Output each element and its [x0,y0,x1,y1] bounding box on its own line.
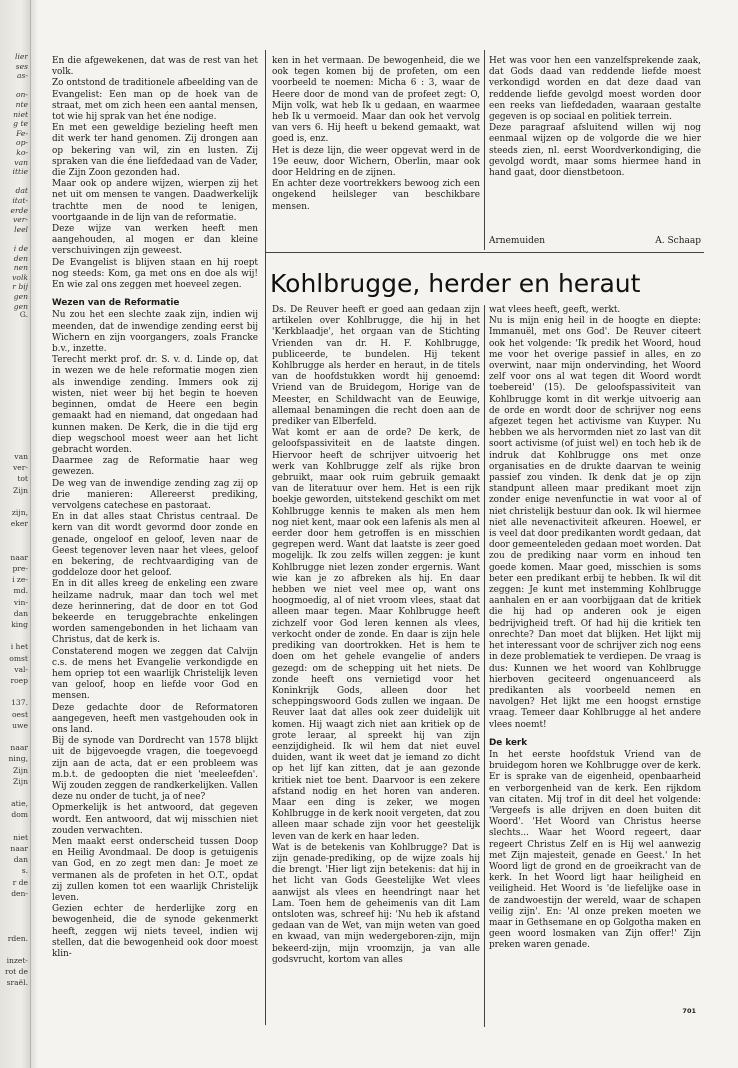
paragraph: En met een geweldige bezieling heeft men dit werk ter hand genomen. Zij drongen aan op bekering van wil, zin en lusten. Zij spraken van die éne liefdedaad van de Vader, die Zijn Zoon gezonden had. [52,123,258,179]
paragraph: En in dat alles staat Christus centraal. De kern van dit wordt gevormd door zonde en genade, ongeloof en geloof, leven naar de Geest tegenover leven naar het vlees, geloof en bekering, de rechtvaardiging van de goddeloze door het geloof. [52,512,258,579]
article2-title: Kohlbrugge, herder en heraut [270,269,641,298]
article2-col2-body [489,305,701,731]
margin-fragment: rot de [4,967,28,977]
margin-fragment: volk [12,272,28,282]
margin-fragment: inzet- [6,956,28,965]
margin-fragment: i de [13,244,28,253]
paragraph: Ds. De Reuver heeft er goed aan gedaan zijn artikelen over Kohlbrugge, die hij in het 'Kerkblaadje', het orgaan van de Stichting Vrienden van dr. H. F. Kohlbrugge, publiceerde, te bundelen. Hij tekent Kohlbrugge als herder en heraut, in de titels van de hoofdstukken wordt hij genoemd: Vriend van de Bruidegom, Horige van de Meester, en Schildwacht van de Eeuwige, allemaal benamingen die recht doen aan de prediker van Elberfeld. [272,305,480,428]
signature-author: A. Schaap [655,236,701,246]
margin-fragment: den [13,253,28,263]
gutter-shadow [30,0,38,1068]
margin-fragment: sraël. [6,978,28,988]
margin-fragment: zijn, [11,508,28,517]
margin-fragment: G. [19,310,28,319]
margin-fragment: atie, [11,799,28,809]
paragraph: Het is deze lijn, die weer opgevat werd in de 19e eeuw, door Wichern, Oberlin, maar ook door Heldring en de zijnen. [272,145,480,179]
margin-fragment: val- [14,664,28,674]
paragraph: Daarmee zag de Reformatie haar weg gewezen. [52,456,258,478]
page-number: 701 [682,1007,696,1015]
paragraph: Gezien echter de herderlijke zorg en bewogenheid, die de synode gekenmerkt heeft, zeggen wij niets teveel, indien wij stellen, dat die bewogenheid ook door moest klin- [52,904,258,960]
margin-fragment: niet [13,832,28,842]
paragraph: Deze wijze van werken heeft men aangehouden, al mogen er dan kleine verschuivingen zijn geweest. [52,224,258,257]
margin-fragment: ses [15,61,28,71]
paragraph: Constaterend mogen we zeggen dat Calvijn c.s. de mens het Evangelie verkondigde en hem opriep tot een waarlijk Christelijk leven van geloof, hoop en liefde voor God en mensen. [52,646,258,702]
margin-fragment: as- [17,71,28,81]
article1-signature [489,236,701,246]
margin-fragment: van [14,452,28,461]
article2-column-1 [272,305,480,966]
article1-col1-intro [52,56,258,291]
margin-fragment: Fe- [16,128,28,138]
paragraph: wat vlees heeft, geeft, werkt. [489,305,621,315]
column-rule-bottom-right [484,305,485,1027]
margin-fragment: van [14,157,28,167]
paragraph: En in dit alles kreeg de enkeling een zware heilzame nadruk, maar dan toch wel met deze herinnering, dat de door en tot God bekeerde en teruggebrachte enkelingen worden samengebonden in het lichaam van Christus, dat de kerk is. [52,579,258,646]
margin-fragment: ver- [13,463,28,473]
margin-fragment: roep [10,676,28,685]
margin-fragment: g te [13,119,28,129]
margin-fragment: eker [10,519,28,529]
margin-fragment: ning, [8,754,28,764]
paragraph: In het eerste hoofdstuk Vriend van de bruidegom horen we Kohlbrugge over de kerk. Er is sprake van de eigenheid, openbaarheid en verborgenheid van de kerk. Een rijkdom van citaten. Mij trof in dit deel het volgende: 'Vergeefs is alle drijven en doen buiten dit Woord'. 'Het Woord van Christus heerse slechts... Waar het Woord regeert, daar regeert Christus Zelf en is Hij wel aanwezig met Zijn majesteit, genade en Geest.' In het Woord ligt de grond en de groeikracht van de kerk. In het Woord ligt haar heiligheid en veiligheid. Het Woord is 'de liefelijke oase in de zandwoestijn der wereld, waar de schapen veilig zijn'. En: 'Al onze preken moeten we maar in Gethsemane en op Golgotha maken en geen woord losmaken van Zijn offer!' Zijn preken waren genade. [489,749,701,951]
paragraph: En achter deze voortrekkers bewoog zich een ongekend heilsleger van beschikbare mensen. [272,179,480,212]
paragraph: Deze gedachte door de Reformatoren aangegeven, heeft men vastgehouden ook in ons land. [52,702,258,735]
margin-fragment: naar [10,552,28,562]
margin-fragment: den- [11,888,28,898]
paragraph: Terecht merkt prof. dr. S. v. d. Linde op, dat in wezen we de hele reformatie mogen zien als inwendige zending. Immers ook zij wisten, niet weer bij het begin te hoeven beginnen, omdat de Heere een begin gemaakt had en niemand, dat ongedaan had kunnen maken. De Kerk, die in die tijd erg diep wegschool moest weer aan het licht gebracht worden. [52,355,258,455]
article1-column-3 [489,56,701,179]
article2-col2-kerk [489,750,701,952]
article2-column-2 [489,305,701,952]
margin-fragment: on- [15,90,28,100]
margin-fragment: uwe [12,720,28,730]
margin-fragment: op- [16,138,28,148]
margin-fragment: i het [10,642,28,652]
margin-fragment: tot [17,474,28,484]
margin-fragment: itat- [12,196,28,205]
paragraph: Deze paragraaf afsluitend willen wij nog eenmaal wijzen op de volgorde die we hier steeds zien, nl. eerst Woordverkondiging, die gevolgd wordt, maar soms hiermee hand in hand gaat, door dienstbetoon. [489,123,701,179]
margin-fragment: pre- [12,564,28,573]
article1-column-2 [272,56,480,213]
margin-fragment: i ze- [12,575,28,585]
margin-fragment: r bij [12,282,28,292]
heading-de-kerk: De kerk [489,737,528,748]
margin-fragment: dan [13,608,28,618]
paragraph: Wat komt er aan de orde? De kerk, de geloofspassiviteit en de laatste dingen. Hiervoor heeft de schrijver uitvoerig het werk van Kohlbrugge zelf als rijke bron gebruikt, maar ook ruim gebruik gemaakt van de literatuur over hem. Het is een rijk boekje geworden, uitstekend geschikt om met Kohlbrugge kennis te maken als men hem nog niet kent, maar ook een lafenis als men al eerder door hem getroffen is en misschien gegrepen werd. Want dat laatste is zeer goed mogelijk. Ik zou zelfs willen zeggen: je kunt Kohlbrugge niet lezen zonder ergernis. Want wie kan je zo afbreken als hij. En daar hebben we niet veel mee op, want ons hoogmoedig, al of niet vroom vlees, staat dat alleen maar tegen. Maar Kohlbrugge heeft zichzelf voor God leren kennen als vlees, verkocht onder de zonde. En daar is zijn hele prediking van doortrokken. Het is hem te doen om het gehele evangelie of anders gezegd: om de schepping uit het niets. De zonde heeft ons vernietigd voor het Koninkrijk Gods, alleen door het scheppingswoord Gods zullen we ingaan. De Reuver laat dat alles ook zeer duidelijk uit komen. Hij waagt zich niet aan kritiek op de grote leraar, al spreekt hij van zijn eenzijdigheid. Ik wil hem dat niet euvel duiden, want ik weet dat je iemand zo dicht op het lijf kan zitten, dat je aan gezonde kritiek niet toe bent. Daarvoor is een zekere afstand nodig en het horen van anderen. Maar een ding is zeker, we mogen Kohlbrugge in de kerk nooit vergeten, dat zou alleen maar schade zijn voor het geestelijk leven van de kerk en haar leden. [272,428,480,842]
margin-fragment: erde [10,205,28,215]
margin-fragment: omst [9,653,28,663]
margin-fragment: Zijn [13,485,28,495]
article1-column-1 [52,56,258,960]
paragraph: Nu is mijn enig heil in de hoogte en diepte: Immanuël, met ons God'. De Reuver citeert ook het volgende: 'Ik predik het Woord, houd me voor het overige passief in alles, en zo overwint, naar mijn ondervinding, het Woord zelf voor ons al wat tegen dit Woord wordt toebereid' (15). De geloofspassiviteit van Kohlbrugge komt in dit werkje uitvoerig aan de orde en wordt door de schrijver nog eens afgezet tegen het activisme van Kuyper. Nu hebben we als hervormden niet zo last van dit soort activisme (of juist wel) en toch heb ik de indruk dat Kohlbrugge ons met onze organisaties en de drukte daarvan te weinig passief zou vinden. Ik denk dat je op zijn standpunt alleen maar predikant moet zijn zonder enige nevenfunctie in wat voor al of niet christelijk bestuur dan ook. Ik wil hiermee niet alle nevenactiviteit afkeuren. Hoewel, er is veel dat door predikanten wordt gedaan, dat door gemeenteleden gedaan moet worden. Dat zou de prediking naar vorm en inhoud ten goede komen. Maar goed, misschien is soms beter een predikant erbij te hebben. Ik wil dit zeggen: Je kunt met instemming Kohlbrugge aanhalen en er aan voorbijgaan dat de kritiek die hij had op anderen ook je eigen bedrijvigheid treft. Of had hij die kritiek ten onrechte? Dan moet dat blijken. Het lijkt mij het interessant voor de schrijver zich nog eens in deze problematiek te verdiepen. De vraag is dus: Kunnen we het woord van Kohlbrugge hierboven geciteerd ongenuanceerd als predikanten als voorbeeld nemen en navolgen? Het lijkt me een hoogst ernstige vraag. Temeer daar Kohlbrugge al het andere vlees noemt! [489,316,701,730]
margin-fragment: nte [15,100,28,109]
margin-fragment: dom [11,810,28,820]
margin-fragment: king [11,620,28,629]
margin-fragment: naar [10,743,28,753]
column-rule-top-right [484,50,485,250]
margin-fragment: oest [11,709,28,719]
article2-col1-body [272,305,480,966]
paragraph: Nu zou het een slechte zaak zijn, indien wij meenden, dat de inwendige zending eerst bij Wichern en zijn voorgangers, zoals Francke b.v., inzette. [52,310,258,355]
previous-page-fragments [0,0,30,1068]
paragraph: Opmerkelijk is het antwoord, dat gegeven wordt. Een antwoord, dat wij misschien niet zouden verwachten. [52,803,258,836]
margin-fragment: r de [12,877,28,887]
column-rule-left [265,50,266,1025]
margin-fragment: 137. [11,698,28,708]
paragraph: Zo ontstond de traditionele afbeelding van de Evangelist: Een man op de hoek van de straat, met om zich heen een aantal mensen, tot wie hij sprak van het éne nodige. [52,78,258,123]
article1-col1-reformatie [52,310,258,960]
margin-fragment: ko- [16,148,28,157]
margin-fragment: nen [13,263,28,273]
margin-fragment: gen [13,301,28,311]
margin-fragment: Zijn [13,765,28,775]
margin-fragment: lier [15,52,28,61]
paragraph: Het was voor hen een vanzelfsprekende zaak, dat Gods daad van reddende liefde moest verkondigd worden en dat deze daad van reddende liefde gevolgd moest worden door een reeks van liefdedaden, waaraan gestalte gegeven is op sociaal en politiek terrein. [489,56,701,123]
article1-col2-body [272,56,480,213]
paragraph: Wat is de betekenis van Kohlbrugge? Dat is zijn genade-prediking, op de wijze zoals hij die brengt. 'Hier ligt zijn betekenis: dat hij in het licht van Gods Geestelijke Wet vlees aanwijst als vlees en heendringt naar het Lam. Toen hem de geheimenis van dit Lam ontsloten was, schreef hij: 'Nu heb ik afstand gedaan van de Wet, van mijn weten van goed en kwaad, van mijn wedergeboren-zijn, mijn bekeerd-zijn, mijn vroomzijn, ja van alle godsvrucht, kortom van alles [272,842,480,965]
margin-fragment: naar [10,844,28,853]
margin-fragment: rden. [7,933,28,943]
paragraph: En die afgewekenen, dat was de rest van het volk. [52,56,258,78]
margin-fragment: s. [21,866,28,876]
paragraph: Men maakt eerst onderscheid tussen Doop en Heilig Avondmaal. De doop is getuigenis van God, en zo zegt men dan: Je moet ze vermanen als de profeten in het O.T., opdat zij zullen komen tot een waarlijk Christelijk leven. [52,837,258,904]
paragraph: Maar ook op andere wijzen, wierpen zij het net uit om mensen te vangen. Daadwerkelijk trachtte men de nood te lenigen, voortgaande in de lijn van de reformatie. [52,179,258,223]
margin-fragment: vin- [13,597,28,607]
paragraph: ken in het vermaan. De bewogenheid, die we ook tegen komen bij de profeten, om een voorbeeld te noemen: Micha 6 : 3, waar de Heere door de mond van de profeet zegt: O, Mijn volk, wat heb Ik u gedaan, en waarmee heb Ik u vermoeid. Maar dan ook het vervolg van vers 6. Hij heeft u bekend gemaakt, wat goed is, enz. [272,56,480,145]
margin-fragment: leel [14,224,28,234]
article-divider-rule [266,252,704,253]
heading-wezen-van-de-reformatie: Wezen van de Reformatie [52,298,180,309]
margin-fragment: md. [13,586,28,596]
paragraph: Bij de synode van Dordrecht van 1578 blijkt uit de bijgevoegde vragen, die toegevoegd zijn aan de acta, dat er een probleem was m.b.t. de gedoopten die niet 'meeleefden'. Wij zouden zeggen de randkerkelijken. Vallen deze nu onder de tucht, ja of nee? [52,736,258,803]
margin-fragment: niet [13,109,28,119]
paragraph: De Evangelist is blijven staan en hij roept nog steeds: Kom, ga met ons en doe als wij! En wie zal ons zeggen met hoeveel zegen. [52,257,258,291]
signature-place: Arnemuiden [489,236,546,246]
paragraph: De weg van de inwendige zending zag zij op drie manieren: Allereerst prediking, vervolgens catechese en pastoraat. [52,478,258,511]
article1-col3-body [489,56,701,179]
margin-fragment: dat [15,186,28,196]
margin-fragment: Zijn [13,776,28,786]
margin-fragment: dan [13,855,28,865]
margin-fragment: ver- [13,215,28,225]
margin-fragment: ittie [12,167,28,177]
margin-fragment: gen [13,292,28,301]
previous-page-edge [0,0,31,1068]
